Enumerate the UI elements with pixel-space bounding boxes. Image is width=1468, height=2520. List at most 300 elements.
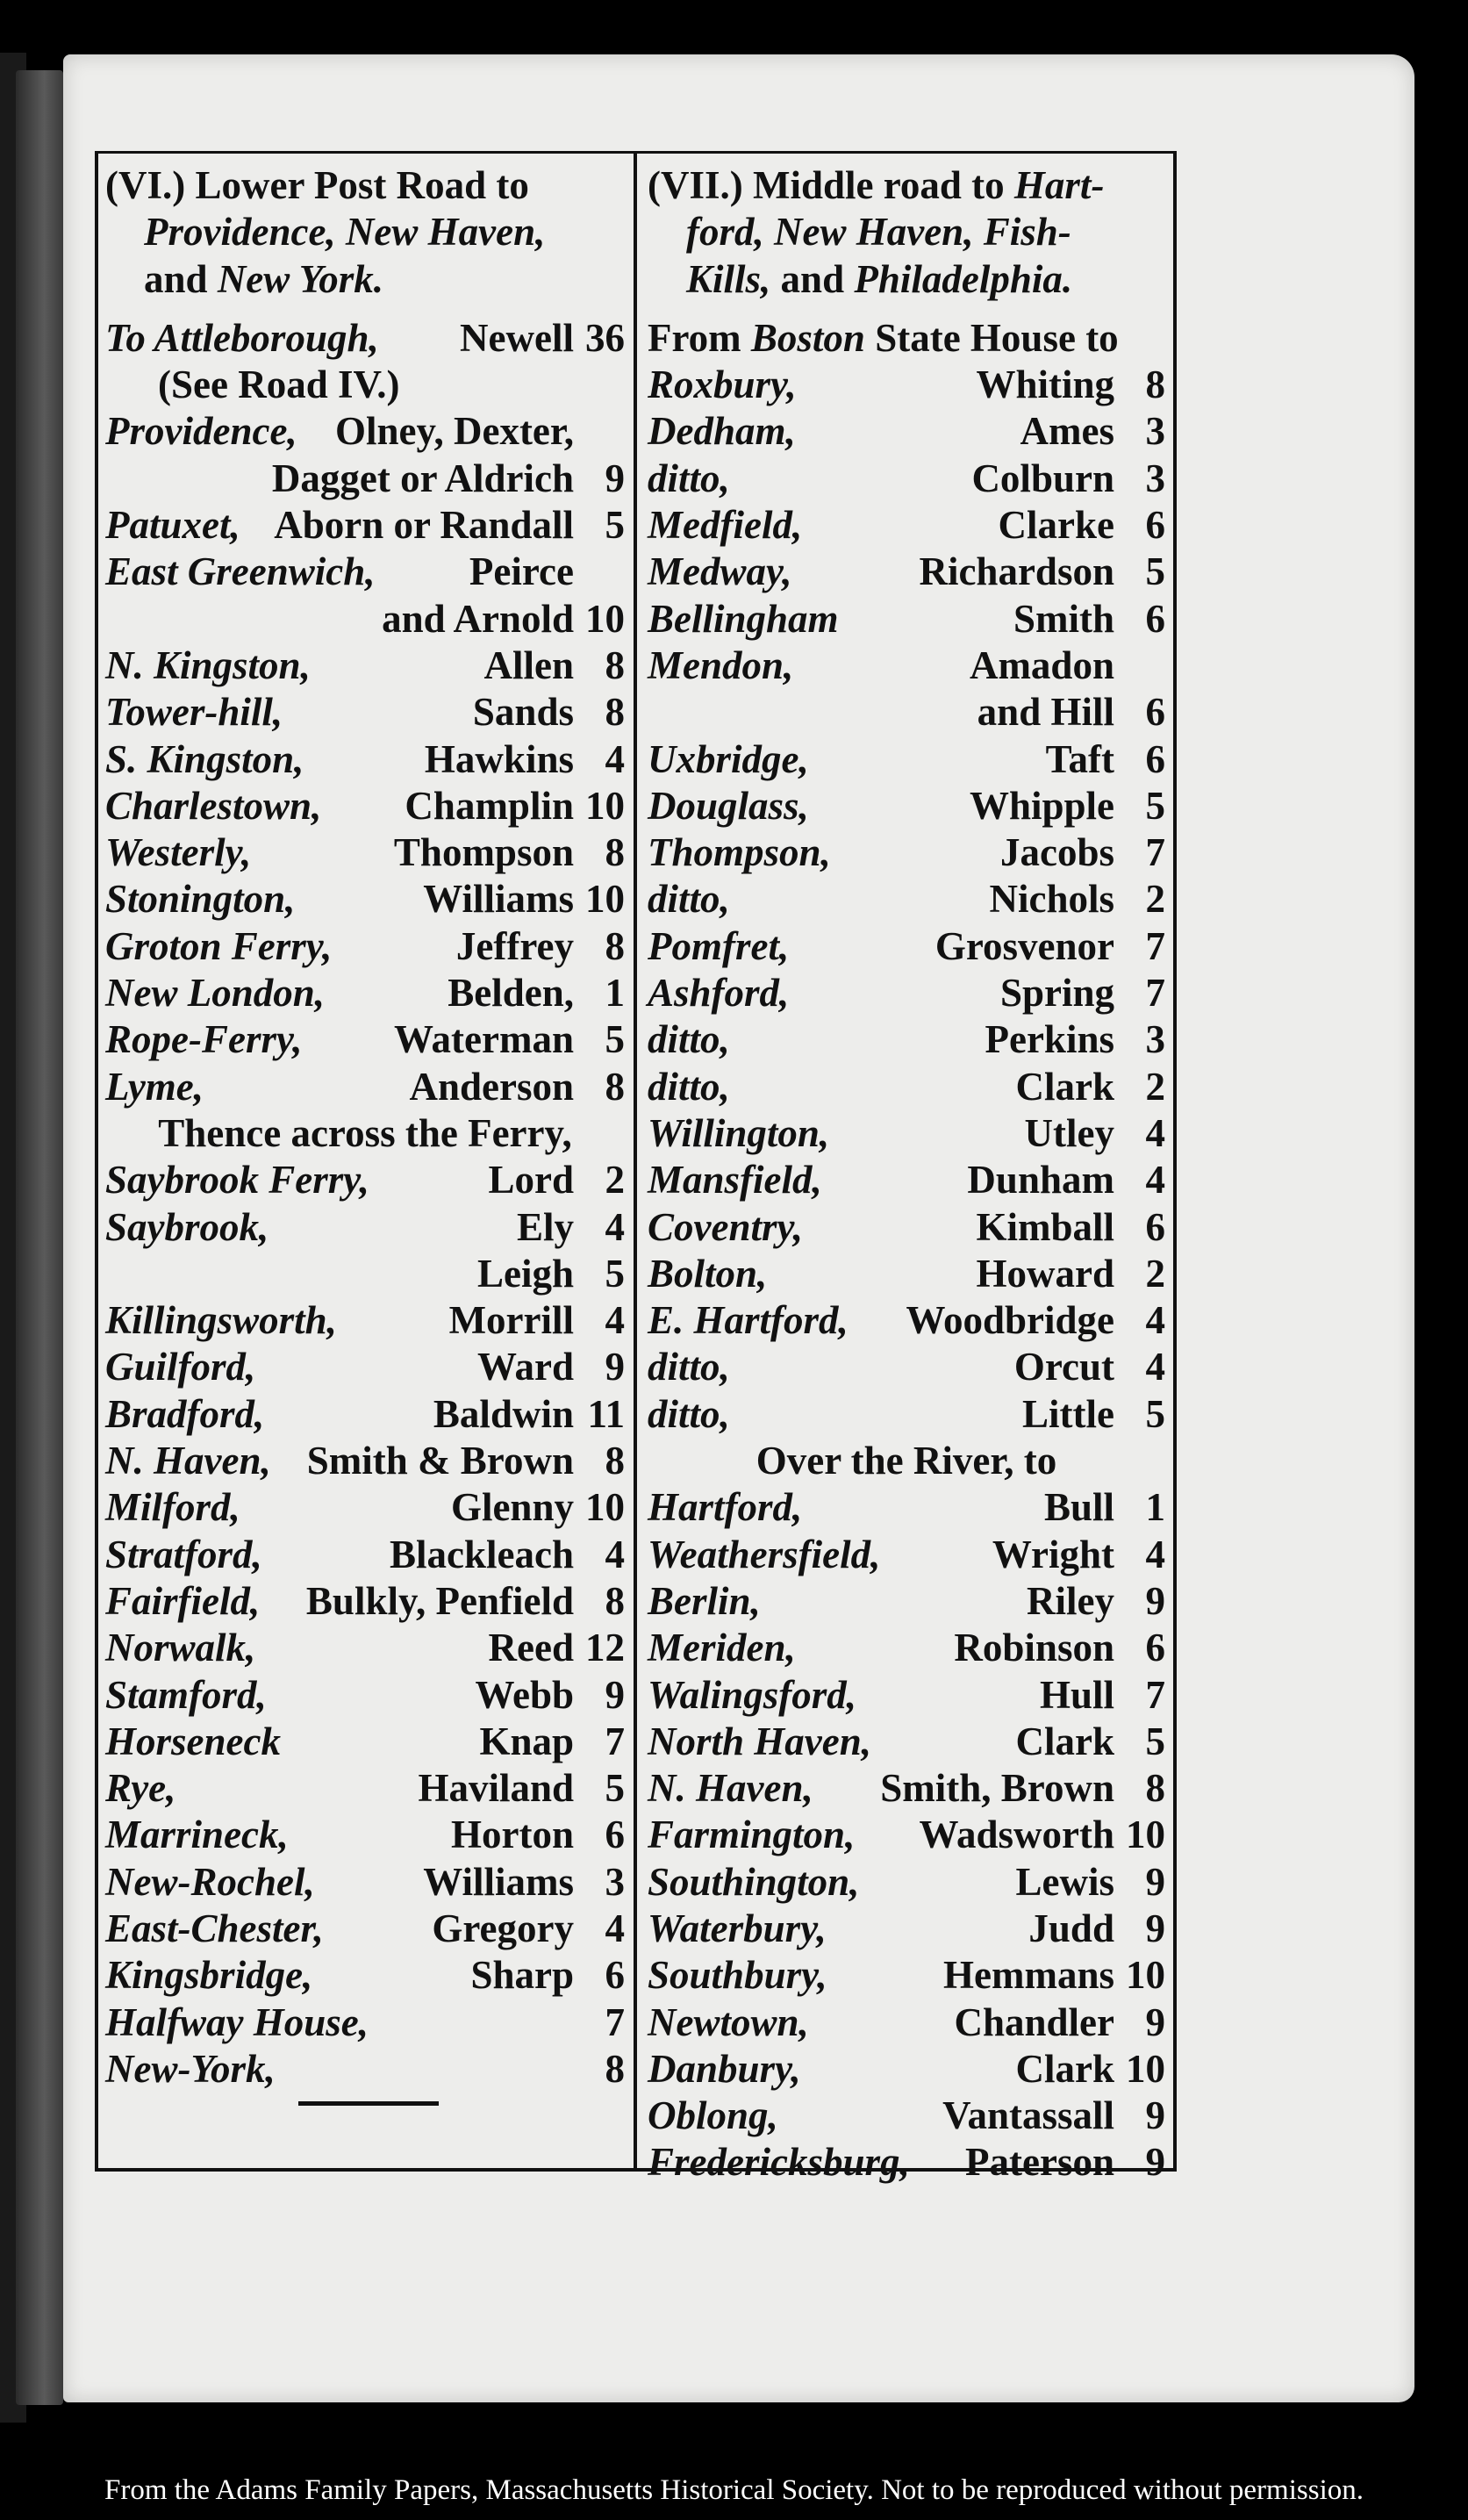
innkeeper-name: Ely xyxy=(516,1204,574,1249)
town-name: Lyme, xyxy=(105,1064,204,1109)
innkeeper-name: Morrill xyxy=(448,1298,574,1343)
mile-count: 5 xyxy=(605,1766,625,1811)
town-name: Southbury, xyxy=(648,1953,827,1998)
road-vii-destinations: ford, New Haven, Fish- xyxy=(686,210,1071,255)
innkeeper-name: Wadsworth xyxy=(919,1813,1114,1857)
town-name: Mansfield, xyxy=(648,1158,822,1203)
mile-count: 9 xyxy=(1145,1906,1165,1950)
table-row xyxy=(648,736,1165,783)
mile-count: 1 xyxy=(605,971,625,1016)
mile-count: 4 xyxy=(605,1906,625,1950)
innkeeper-name: Williams xyxy=(423,877,574,922)
road-vii-stops-after-river xyxy=(648,1484,1165,2186)
table-row xyxy=(648,1016,1165,1063)
innkeeper-name: Dunham xyxy=(967,1158,1114,1203)
mile-count: 10 xyxy=(585,877,625,922)
town-name: Roxbury, xyxy=(648,363,797,407)
mile-count: 8 xyxy=(605,690,625,735)
mile-count: 10 xyxy=(1126,2046,1165,2091)
innkeeper-name: Grosvenor xyxy=(935,923,1114,968)
mile-count: 5 xyxy=(1145,549,1165,594)
mile-count: 2 xyxy=(605,1158,625,1203)
innkeeper-name: Utley xyxy=(1024,1110,1114,1155)
innkeeper-name: Thompson xyxy=(393,830,574,875)
mile-count: 7 xyxy=(1145,923,1165,968)
town-name: Newtown, xyxy=(648,1999,809,2044)
innkeeper-name: Richardson xyxy=(919,549,1114,594)
table-row xyxy=(105,643,625,689)
road-vii-title: (VII.) Middle road to xyxy=(648,163,1014,207)
innkeeper-name: Knap xyxy=(479,1719,574,1763)
innkeeper-name: Clark xyxy=(1015,1719,1114,1763)
town-name: Stonington, xyxy=(105,877,296,922)
town-name: Westerly, xyxy=(105,830,252,875)
innkeeper-name: Baldwin xyxy=(433,1391,574,1436)
mile-count: 6 xyxy=(1145,596,1165,641)
table-row xyxy=(648,1064,1165,1110)
town-name: New-York, xyxy=(105,2046,276,2091)
table-row xyxy=(648,1484,1165,1531)
mile-count: 8 xyxy=(605,643,625,687)
road-vi-first-stop: To Attleborough, Newell 36 xyxy=(105,315,625,360)
mile-count: 8 xyxy=(605,2046,625,2091)
town-name: Groton Ferry, xyxy=(105,923,333,968)
table-row xyxy=(105,456,625,502)
table-row xyxy=(105,1438,625,1484)
mile-count: 3 xyxy=(1145,456,1165,500)
table-row xyxy=(105,502,625,549)
innkeeper-name: Smith & Brown xyxy=(306,1439,574,1483)
mile-count: 2 xyxy=(1145,1064,1165,1109)
innkeeper-name: Whipple xyxy=(969,783,1114,828)
table-row xyxy=(105,596,625,643)
table-row xyxy=(648,1391,1165,1438)
innkeeper-name: Allen xyxy=(483,643,574,687)
table-row xyxy=(648,783,1165,829)
town-name: ditto, xyxy=(648,1345,730,1389)
table-row xyxy=(105,1344,625,1390)
town-name: Oblong, xyxy=(648,2093,778,2138)
table-row xyxy=(648,596,1165,643)
innkeeper-name: Clark xyxy=(1015,1064,1114,1109)
table-row xyxy=(648,1765,1165,1812)
table-row xyxy=(105,1906,625,1952)
mile-count: 6 xyxy=(605,1953,625,1998)
innkeeper-name: Jeffrey xyxy=(455,923,574,968)
mile-count: 8 xyxy=(605,1064,625,1109)
innkeeper-name: Riley xyxy=(1027,1578,1114,1623)
table-row xyxy=(105,829,625,876)
town-name: Norwalk, xyxy=(105,1626,256,1670)
town-name: Danbury, xyxy=(648,2046,801,2091)
mile-count: 10 xyxy=(585,783,625,828)
town-name: Horseneck xyxy=(105,1719,281,1763)
town-name: Walingsford, xyxy=(648,1672,856,1717)
mile-count: 3 xyxy=(1145,1017,1165,1062)
town-name: Charlestown, xyxy=(105,783,322,828)
table-row xyxy=(648,1204,1165,1251)
table-row xyxy=(105,2046,625,2093)
table-row xyxy=(648,549,1165,595)
town-name: Bradford, xyxy=(105,1391,265,1436)
innkeeper-name: Spring xyxy=(999,971,1114,1016)
town-name: Uxbridge, xyxy=(648,736,809,781)
innkeeper-name: Aborn or Randall xyxy=(274,503,574,548)
innkeeper-name: Anderson xyxy=(409,1064,574,1109)
innkeeper-name: Champlin xyxy=(405,783,574,828)
mile-count: 4 xyxy=(1145,1298,1165,1343)
table-row xyxy=(105,1578,625,1625)
town-name: ditto, xyxy=(648,456,730,500)
mile-count: 4 xyxy=(1145,1110,1165,1155)
mile-count: 8 xyxy=(605,830,625,875)
road-vi-heading: (VI.) Lower Post Road to Providence, New Haven, and New York. xyxy=(105,154,625,303)
innkeeper-name: Howard xyxy=(976,1251,1114,1296)
innkeeper-name: Waterman xyxy=(394,1017,574,1062)
town-name: East-Chester, xyxy=(105,1906,324,1950)
table-row xyxy=(648,1297,1165,1344)
innkeeper-name: Ames xyxy=(1020,409,1114,454)
innkeeper-name: Perkins xyxy=(985,1017,1114,1062)
mile-count: 9 xyxy=(605,1345,625,1389)
table-row xyxy=(105,1719,625,1765)
road-vii-heading: (VII.) Middle road to Hart- ford, New Haven, Fish- Kills, and Philadelphia. xyxy=(648,163,1105,301)
road-vi-stops-after-ferry xyxy=(105,1157,625,2093)
road-vi-destinations: Providence, New Haven, xyxy=(144,210,546,255)
town-name: Stratford, xyxy=(105,1532,262,1576)
innkeeper-name: Robinson xyxy=(954,1626,1114,1670)
innkeeper-name: Lord xyxy=(488,1158,574,1203)
innkeeper-name: Colburn xyxy=(971,456,1114,500)
mile-count: 6 xyxy=(1145,503,1165,548)
table-row xyxy=(648,1812,1165,1858)
table-row xyxy=(105,1204,625,1251)
mile-count: 5 xyxy=(1145,783,1165,828)
table-row xyxy=(648,1859,1165,1906)
innkeeper-name: Vantassall xyxy=(942,2093,1114,2138)
mile-count: 9 xyxy=(1145,2093,1165,2138)
innkeeper-name: Sharp xyxy=(470,1953,574,1998)
town-name: Patuxet, xyxy=(105,503,240,548)
mile-count: 12 xyxy=(585,1626,625,1670)
innkeeper-name: Taft xyxy=(1045,736,1114,781)
table-row xyxy=(105,876,625,923)
innkeeper-name: Ward xyxy=(476,1345,574,1389)
table-row xyxy=(648,502,1165,549)
see-road-note: (See Road IV.) xyxy=(158,363,400,407)
innkeeper-name: Orcut xyxy=(1013,1345,1114,1389)
town-name: Weathersfield, xyxy=(648,1532,881,1576)
almanac-page xyxy=(63,54,1414,2402)
mile-count: 6 xyxy=(1145,690,1165,735)
mile-count: 4 xyxy=(605,1532,625,1576)
town-name: Hartford, xyxy=(648,1485,803,1530)
town-name: Kingsbridge, xyxy=(105,1953,313,1998)
road-vi-stops xyxy=(105,408,625,1109)
town-name: Halfway House, xyxy=(105,1999,369,2044)
town-name: Farmington, xyxy=(648,1813,856,1857)
town-name: ditto, xyxy=(648,1391,730,1436)
innkeeper-name: Webb xyxy=(475,1672,574,1717)
table-row xyxy=(648,1719,1165,1765)
table-row xyxy=(105,783,625,829)
innkeeper-name: Leigh xyxy=(476,1251,574,1296)
table-row xyxy=(648,1952,1165,1999)
table-row xyxy=(648,1906,1165,1952)
table-row xyxy=(648,1110,1165,1157)
mile-count: 7 xyxy=(605,1999,625,2044)
mile-count: 10 xyxy=(1126,1813,1165,1857)
table-row xyxy=(105,923,625,970)
town-name: New-Rochel, xyxy=(105,1859,315,1904)
copyright-footer: From the Adams Family Papers, Massachusetts Historical Society. Not to be reproduced without permission. xyxy=(104,2474,1364,2506)
innkeeper-name: Bull xyxy=(1043,1485,1114,1530)
from-boston-line: From Boston State House to xyxy=(648,315,1119,360)
mile-count: 4 xyxy=(1145,1158,1165,1203)
town-name: Meriden, xyxy=(648,1626,796,1670)
mile-count: 10 xyxy=(1126,1953,1165,1998)
table-row xyxy=(648,970,1165,1016)
innkeeper-name: Kimball xyxy=(976,1204,1114,1249)
mile-count: 8 xyxy=(605,1439,625,1483)
town-name: Killingsworth, xyxy=(105,1298,337,1343)
innkeeper-name: Bulkly, Penfield xyxy=(305,1578,574,1623)
innkeeper-name: Clark xyxy=(1015,2046,1114,2091)
town-name: Providence, xyxy=(105,409,297,454)
town-name: N. Kingston, xyxy=(105,643,311,687)
innkeeper-name: Glenny xyxy=(450,1485,574,1530)
table-row xyxy=(648,1625,1165,1671)
road-vii-stops xyxy=(648,362,1165,1438)
town-name: Rope-Ferry, xyxy=(105,1017,303,1062)
town-name: Pomfret, xyxy=(648,923,790,968)
mile-count: 4 xyxy=(605,1298,625,1343)
town-name: New London, xyxy=(105,971,326,1016)
mile-count: 10 xyxy=(585,596,625,641)
innkeeper-name: Little xyxy=(1022,1391,1114,1436)
innkeeper-name: Gregory xyxy=(432,1906,574,1950)
innkeeper-name: Smith xyxy=(1013,596,1114,641)
mile-count: 9 xyxy=(1145,1578,1165,1623)
mile-count: 3 xyxy=(605,1859,625,1904)
road-vi-column xyxy=(105,154,625,2106)
innkeeper-name: Smith, Brown xyxy=(880,1766,1114,1811)
innkeeper-name: Paterson xyxy=(965,2140,1114,2185)
table-row xyxy=(648,689,1165,736)
town-name: S. Kingston, xyxy=(105,736,304,781)
mile-count: 1 xyxy=(1145,1485,1165,1530)
road-vi-final-destination: New York. xyxy=(217,256,383,301)
innkeeper-name: Whiting xyxy=(976,363,1114,407)
mile-count: 5 xyxy=(605,503,625,548)
mile-count: 9 xyxy=(1145,2140,1165,2185)
table-row xyxy=(648,1251,1165,1297)
innkeeper-name: Reed xyxy=(488,1626,574,1670)
mile-count: 4 xyxy=(605,736,625,781)
town-name: Saybrook Ferry, xyxy=(105,1158,369,1203)
town-name: Guilford, xyxy=(105,1345,256,1389)
innkeeper-name: Dagget or Aldrich xyxy=(271,456,574,500)
town-name: N. Haven, xyxy=(105,1439,271,1483)
town-name: Medway, xyxy=(648,549,792,594)
mile-count: 8 xyxy=(605,923,625,968)
mile-count: 5 xyxy=(605,1017,625,1062)
table-row xyxy=(105,1297,625,1344)
road-vi-title: (VI.) Lower Post Road to xyxy=(105,163,529,207)
left-page-edge xyxy=(16,70,63,2405)
table-row xyxy=(648,362,1165,408)
mile-count: 8 xyxy=(1145,363,1165,407)
table-row xyxy=(105,1625,625,1671)
innkeeper-name: Hemmans xyxy=(943,1953,1114,1998)
town-name: Bolton, xyxy=(648,1251,768,1296)
mile-count: 6 xyxy=(1145,1626,1165,1670)
mile-count: 6 xyxy=(605,1813,625,1857)
mile-count: 9 xyxy=(1145,1999,1165,2044)
mile-count: 7 xyxy=(605,1719,625,1763)
table-row xyxy=(105,736,625,783)
table-row xyxy=(648,2046,1165,2093)
table-row xyxy=(105,1391,625,1438)
table-row xyxy=(648,923,1165,970)
town-name: E. Hartford, xyxy=(648,1298,849,1343)
table-row xyxy=(648,1344,1165,1390)
table-row xyxy=(105,1532,625,1578)
mile-count: 7 xyxy=(1145,1672,1165,1717)
table-row xyxy=(105,1064,625,1110)
town-name: ditto, xyxy=(648,1017,730,1062)
table-row xyxy=(648,829,1165,876)
town-name: Waterbury, xyxy=(648,1906,827,1950)
ferry-note: Thence across the Ferry, xyxy=(158,1110,572,1155)
innkeeper-name: Clarke xyxy=(998,503,1114,548)
town-name: Rye, xyxy=(105,1766,176,1811)
town-name: Marrineck, xyxy=(105,1813,289,1857)
town-name: Dedham, xyxy=(648,409,796,454)
town-name: Fredericksburg, xyxy=(648,2140,910,2185)
town-name: Thompson, xyxy=(648,830,831,875)
innkeeper-name: Olney, Dexter, xyxy=(334,409,574,454)
town-name: Mendon, xyxy=(648,643,794,687)
innkeeper-name: Amadon xyxy=(969,643,1114,687)
mile-count: 8 xyxy=(1145,1766,1165,1811)
innkeeper-name: Sands xyxy=(472,690,574,735)
town-name: East Greenwich, xyxy=(105,549,376,594)
table-row xyxy=(648,1672,1165,1719)
table-row xyxy=(648,2139,1165,2186)
mile-count: 7 xyxy=(1145,830,1165,875)
mile-count: 2 xyxy=(1145,877,1165,922)
mile-count: 6 xyxy=(1145,736,1165,781)
town-name: Saybrook, xyxy=(105,1204,269,1249)
table-row xyxy=(105,1484,625,1531)
innkeeper-name: Woodbridge xyxy=(906,1298,1114,1343)
mile-count: 9 xyxy=(605,456,625,500)
table-row xyxy=(105,1859,625,1906)
innkeeper-name: Peirce xyxy=(469,549,574,594)
mile-count: 9 xyxy=(1145,1859,1165,1904)
town-name: Medfield, xyxy=(648,503,803,548)
innkeeper-name: Hawkins xyxy=(424,736,574,781)
mile-count: 5 xyxy=(1145,1719,1165,1763)
innkeeper-name: Williams xyxy=(423,1859,574,1904)
town-name: Berlin, xyxy=(648,1578,761,1623)
town-name: Southington, xyxy=(648,1859,860,1904)
mile-count: 5 xyxy=(605,1251,625,1296)
town-name: ditto, xyxy=(648,877,730,922)
town-name: Bellingham xyxy=(648,596,839,641)
table-row xyxy=(648,1157,1165,1203)
table-row xyxy=(105,1765,625,1812)
town-name: Willington, xyxy=(648,1110,830,1155)
mile-count: 4 xyxy=(605,1204,625,1249)
mile-count: 4 xyxy=(1145,1345,1165,1389)
mile-count: 7 xyxy=(1145,971,1165,1016)
mile-count: 4 xyxy=(1145,1532,1165,1576)
end-rule xyxy=(298,2101,439,2106)
innkeeper-name: Lewis xyxy=(1015,1859,1114,1904)
town-name: Coventry, xyxy=(648,1204,804,1249)
road-table xyxy=(95,151,1177,2185)
road-vii-column xyxy=(648,154,1165,2186)
innkeeper-name: and Hill xyxy=(977,690,1114,735)
innkeeper-name: Horton xyxy=(451,1813,574,1857)
town-name: Tower-hill, xyxy=(105,690,283,735)
town-name: ditto, xyxy=(648,1064,730,1109)
innkeeper-name: Belden, xyxy=(448,971,574,1016)
table-row xyxy=(648,1578,1165,1625)
mile-count: 5 xyxy=(1145,1391,1165,1436)
table-row xyxy=(105,1157,625,1203)
innkeeper-name: Blackleach xyxy=(390,1532,574,1576)
table-row xyxy=(105,1672,625,1719)
table-row xyxy=(648,408,1165,455)
table-row xyxy=(105,1999,625,2046)
innkeeper-name: Wright xyxy=(992,1532,1114,1576)
mile-count: 3 xyxy=(1145,409,1165,454)
table-row xyxy=(105,1812,625,1858)
town-name: Ashford, xyxy=(648,971,790,1016)
table-row xyxy=(105,549,625,595)
town-name: Milford, xyxy=(105,1485,240,1530)
table-row xyxy=(648,1999,1165,2046)
innkeeper-name: Chandler xyxy=(954,1999,1114,2044)
innkeeper-name: Hull xyxy=(1039,1672,1114,1717)
mile-count: 6 xyxy=(1145,1204,1165,1249)
table-row xyxy=(648,643,1165,689)
town-name: Douglass, xyxy=(648,783,809,828)
table-row xyxy=(105,1251,625,1297)
innkeeper-name: Nichols xyxy=(989,877,1114,922)
river-note: Over the River, to xyxy=(755,1439,1057,1483)
table-row xyxy=(648,456,1165,502)
table-row xyxy=(648,1532,1165,1578)
table-row xyxy=(648,2093,1165,2139)
table-row xyxy=(105,408,625,455)
town-name: North Haven, xyxy=(648,1719,872,1763)
table-row xyxy=(105,1952,625,1999)
innkeeper-name: Jacobs xyxy=(999,830,1114,875)
innkeeper-name: Judd xyxy=(1028,1906,1114,1950)
table-row xyxy=(105,1016,625,1063)
town-name: Stamford, xyxy=(105,1672,267,1717)
innkeeper-name: and Arnold xyxy=(382,596,574,641)
mile-count: 8 xyxy=(605,1578,625,1623)
table-row xyxy=(105,689,625,736)
mile-count: 2 xyxy=(1145,1251,1165,1296)
mile-count: 11 xyxy=(587,1391,625,1436)
table-row xyxy=(648,876,1165,923)
